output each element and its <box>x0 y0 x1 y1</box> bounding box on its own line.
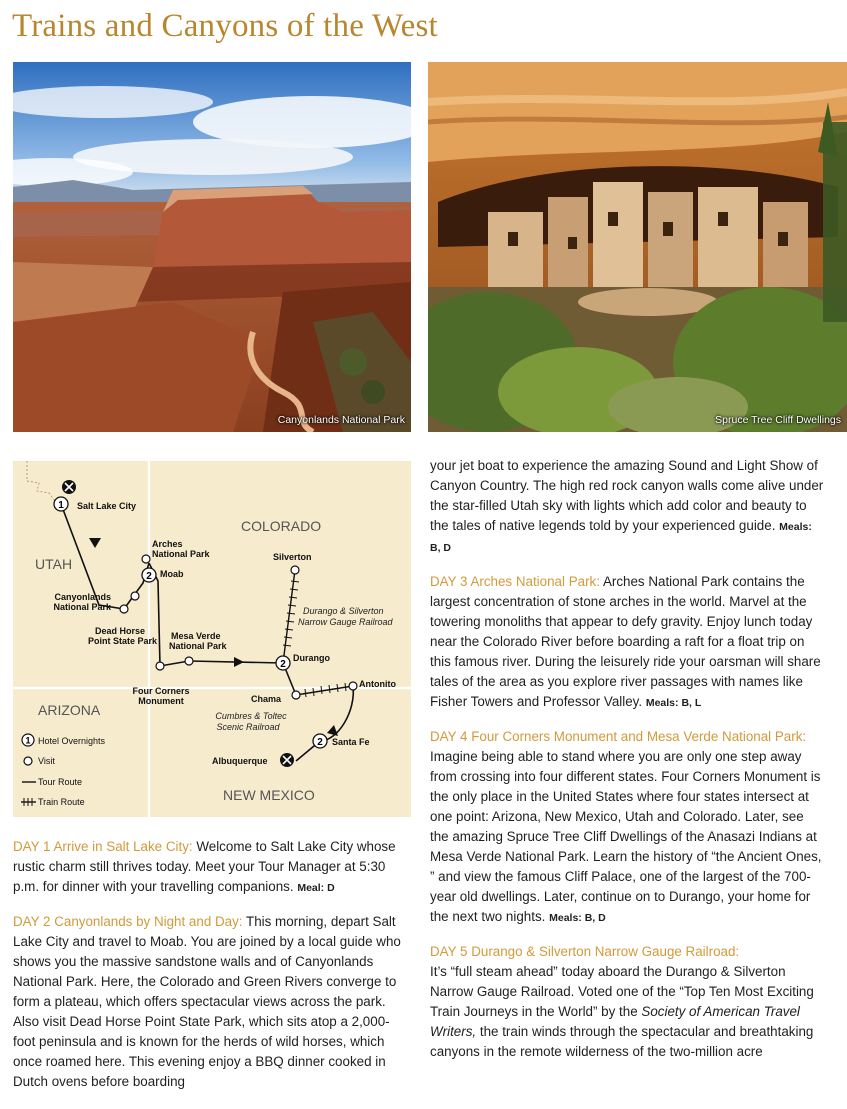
day-title: Canyonlands by Night and Day: <box>54 914 243 929</box>
day-label: DAY 2 <box>13 914 51 929</box>
railroad-label: Durango & Silverton <box>303 606 384 616</box>
day-body-italic: Society of American Travel Writers, <box>430 1004 800 1039</box>
state-label: COLORADO <box>241 518 322 534</box>
place-label: Antonito <box>359 679 396 689</box>
day1-paragraph <box>13 837 411 898</box>
day-title: Arches National Park: <box>470 574 600 589</box>
day-label: DAY 1 <box>13 839 51 854</box>
visit-marker <box>349 682 357 690</box>
hotel-marker <box>54 497 68 511</box>
svg-text:Train Route: Train Route <box>38 797 85 807</box>
right-column <box>430 456 825 1076</box>
day2-continued-paragraph <box>430 456 825 558</box>
place-label: Santa Fe <box>332 737 370 747</box>
place-label: Mesa Verde <box>171 631 221 641</box>
meals: Meals: B, D <box>549 912 606 924</box>
route-arrow <box>327 725 338 736</box>
meals: Meal: D <box>297 882 335 894</box>
place-label: Chama <box>251 694 282 704</box>
meals: Meals: B, D <box>430 521 812 554</box>
route-arrow <box>89 538 101 548</box>
hotel-marker <box>276 656 290 670</box>
place-label: Silverton <box>273 552 312 562</box>
map-legend <box>21 734 106 807</box>
photo-caption: Spruce Tree Cliff Dwellings <box>715 414 841 426</box>
svg-text:1: 1 <box>58 500 64 511</box>
legend-tour-route <box>22 777 82 787</box>
place-label: National Park <box>53 602 111 612</box>
route-map <box>13 461 411 817</box>
visit-marker <box>291 566 299 574</box>
visit-marker <box>120 605 128 613</box>
railroad-label: Scenic Railroad <box>216 722 280 732</box>
place-label: Four Corners <box>132 686 190 696</box>
place-label: Albuquerque <box>212 756 268 766</box>
place-label: National Park <box>152 549 210 559</box>
visit-marker <box>292 691 300 699</box>
photo-caption: Canyonlands National Park <box>277 414 405 426</box>
railroad-label: Cumbres & Toltec <box>215 711 287 721</box>
legend-train-route <box>21 797 85 807</box>
day5-paragraph <box>430 942 825 1062</box>
state-label: NEW MEXICO <box>223 787 315 803</box>
day-body: your jet boat to experience the amazing Sound and Light Show of Canyon Country. The high red rock canyon walls come alive under the star-filled Utah sky with lights which add color and beauty to the tales of native legends told by your experienced guide. <box>430 458 824 533</box>
svg-text:Tour Route: Tour Route <box>38 777 83 787</box>
svg-text:Hotel Overnights: Hotel Overnights <box>38 736 106 746</box>
day-body: It’s “full steam ahead” today aboard the Durango & Silverton Narrow Gauge Railroad. Voted one of the “Top Ten Most Exciting Train Journeys in the World” by the <box>430 964 814 1019</box>
day-body: Imagine being able to stand where you are only one step away from crossing into four different states. Four Corners Monument is the only place in the United States where four states intersect at one point: Arizona, New Mexico, Utah and Colorado. Later, see the amazing Spruce Tree Cliff Dwellings of the Anasazi Indians at Mesa Verde National Park. Learn the history of “the Ancient Ones, ” and view the famous Cliff Palace, one of the largest of the 700-year old dwellings. Later, continue on to Durango, your home for the next two nights. <box>430 749 822 924</box>
day-body: Arches National Park contains the largest concentration of stone arches in the world. Marvel at the towering monoliths that appear to defy gravity. Enjoy lunch today near the Colorado River before boarding a raft for a float trip on this famous river. During the leisurely ride your oarsman will share tales of the area as you explore river passages with names like Fisher Towers and Professor Valley. <box>430 574 821 709</box>
svg-text:Visit: Visit <box>38 756 55 766</box>
legend-hotel <box>22 734 106 746</box>
day4-paragraph <box>430 727 825 928</box>
day-label: DAY 3 <box>430 574 468 589</box>
airport-icon <box>280 753 294 767</box>
day-body: Welcome to Salt Lake City whose rustic charm still thrives today. Meet your Tour Manager at 5:30 p.m. for dinner with your travelling companions. <box>13 839 396 894</box>
cliff-dwellings-photo <box>428 62 847 432</box>
place-label: Point State Park <box>87 636 157 646</box>
railroad-label: Narrow Gauge Railroad <box>298 617 393 627</box>
svg-text:2: 2 <box>317 737 323 748</box>
route-arrow <box>234 657 244 667</box>
state-label: ARIZONA <box>38 702 101 718</box>
place-label: Dead Horse <box>94 626 145 636</box>
day-title: Four Corners Monument and Mesa Verde National Park: <box>471 729 807 744</box>
legend-visit <box>24 756 55 766</box>
page-title: Trains and Canyons of the West <box>12 8 438 44</box>
day-body: the train winds through the spectacular and breathtaking canyons in the remote wilderness of the two-million acre <box>430 1024 814 1059</box>
day3-paragraph <box>430 572 825 713</box>
train-route-durango-silverton <box>283 570 295 663</box>
meals: Meals: B, L <box>645 697 702 709</box>
place-label: Moab <box>160 569 184 579</box>
hotel-marker <box>313 734 327 748</box>
airport-icon <box>62 480 76 494</box>
day-label: DAY 4 <box>430 729 468 744</box>
left-column <box>13 837 411 1106</box>
visit-marker <box>131 592 139 600</box>
svg-text:2: 2 <box>146 571 152 582</box>
day-label: DAY 5 <box>430 944 468 959</box>
great-salt-lake-outline <box>27 461 55 501</box>
day-title: Arrive in Salt Lake City: <box>53 839 193 854</box>
canyonlands-photo <box>13 62 411 432</box>
place-label: National Park <box>169 641 227 651</box>
place-label: Canyonlands <box>54 592 111 602</box>
hotel-marker <box>142 568 156 582</box>
place-label: Salt Lake City <box>77 501 137 511</box>
state-label: UTAH <box>35 556 73 572</box>
visit-marker <box>185 657 193 665</box>
visit-marker <box>156 662 164 670</box>
day-title: Durango & Silverton Narrow Gauge Railroad: <box>471 944 740 959</box>
svg-text:1: 1 <box>25 735 31 746</box>
place-label: Durango <box>293 653 330 663</box>
place-label: Arches <box>152 539 183 549</box>
svg-text:2: 2 <box>280 659 286 670</box>
visit-marker <box>142 555 150 563</box>
place-label: Monument <box>138 696 184 706</box>
day2-paragraph <box>13 912 411 1092</box>
day-body: This morning, depart Salt Lake City and travel to Moab. You are joined by a local guide who shows you the massive sandstone walls and of Canyonlands National Park. Here, the Colorado and Green Rivers converge to form a plateau, which offers spectacular views across the park. Also visit Dead Horse Point State Park, which sits atop a 2,000-foot peninsula and is known for the herds of wild horses, which once roamed here. This evening enjoy a BBQ dinner cooked in Dutch ovens before boarding <box>13 914 401 1089</box>
